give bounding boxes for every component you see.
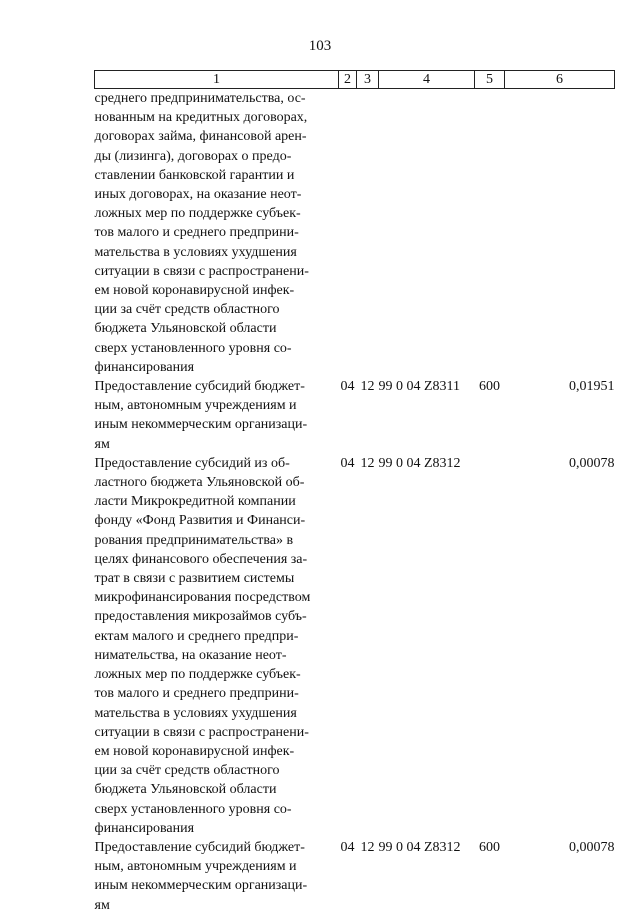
- description-line: ласти Микрокредитной компании: [94, 494, 296, 510]
- target-article-code: [379, 89, 475, 378]
- description-line: ластного бюджета Ульяновской об-: [94, 475, 305, 491]
- amount-value: [505, 89, 615, 378]
- table-row: [95, 89, 615, 378]
- description-line: ции за счёт средств областного: [94, 763, 280, 779]
- amount-value: 0,00078: [569, 839, 615, 855]
- description-line: трат в связи с развитием системы: [94, 571, 295, 587]
- description-line: ситуации в связи с распространени-: [94, 724, 309, 740]
- subsection-code: 12: [360, 455, 375, 471]
- description-line: сверх установленного уровня со-: [94, 801, 292, 817]
- section-code: 04: [340, 839, 355, 855]
- row-description: [95, 454, 339, 838]
- column-header-1: 1: [95, 71, 339, 89]
- description-line: Предоставление субсидий бюджет-: [94, 379, 305, 395]
- table-row: [95, 377, 615, 454]
- description-line: Предоставление субсидий из об-: [94, 455, 290, 471]
- description-line: рования предпринимательства» в: [94, 532, 294, 548]
- description-line: ектам малого и среднего предпри-: [94, 628, 299, 644]
- row-description: [95, 377, 339, 454]
- row-description: [95, 89, 339, 378]
- column-header-2: 2: [339, 71, 357, 89]
- column-header-3: 3: [357, 71, 379, 89]
- target-article-code: 99 0 04 Z8312: [378, 839, 461, 855]
- section-code: [339, 89, 357, 378]
- expense-type-code: [475, 454, 505, 838]
- subsection-code: [357, 89, 379, 378]
- description-line: бюджета Ульяновской области: [94, 321, 277, 337]
- row-description: [95, 838, 339, 915]
- expense-type-code: 600: [479, 379, 500, 395]
- description-line: бюджета Ульяновской области: [94, 782, 277, 798]
- description-line: сверх установленного уровня со-: [94, 340, 292, 356]
- description-line: нимательства, на оказание неот-: [94, 647, 287, 663]
- section-code: 04: [340, 455, 355, 471]
- description-line: тов малого и среднего предприни-: [94, 686, 299, 702]
- column-header-4: 4: [379, 71, 475, 89]
- description-line: мательства в условиях ухудшения: [94, 244, 297, 260]
- column-header-5: 5: [475, 71, 505, 89]
- description-line: фонду «Фонд Развития и Финанси-: [94, 513, 306, 529]
- expense-type-code: 600: [479, 839, 500, 855]
- description-line: иных договорах, на оказание неот-: [94, 187, 302, 203]
- description-line: нованным на кредитных договорах,: [94, 110, 308, 126]
- description-line: ситуации в связи с распространени-: [94, 263, 309, 279]
- description-line: ем новой коронавирусной инфек-: [94, 743, 295, 759]
- target-article-code: 99 0 04 Z8311: [378, 379, 461, 395]
- table-body: [95, 89, 615, 915]
- description-line: ложных мер по поддержке субъек-: [94, 206, 301, 222]
- expense-type-code: [475, 89, 505, 378]
- description-line: Предоставление субсидий бюджет-: [94, 839, 305, 855]
- description-line: предоставления микрозаймов субъ-: [94, 609, 307, 625]
- description-line: ным, автономным учреждениям и: [94, 398, 297, 414]
- description-line: среднего предпринимательства, ос-: [94, 91, 306, 106]
- column-header-6: 6: [505, 71, 615, 89]
- description-line: ложных мер по поддержке субъек-: [94, 667, 301, 683]
- section-code: 04: [340, 379, 355, 395]
- description-line: ды (лизинга), договорах о предо-: [94, 148, 292, 164]
- subsection-code: 12: [360, 839, 375, 855]
- description-line: договорах займа, финансовой арен-: [94, 129, 307, 145]
- target-article-code: 99 0 04 Z8312: [378, 455, 461, 471]
- description-line: иным некоммерческим организаци-: [94, 878, 308, 894]
- description-line: финансирования: [94, 359, 195, 375]
- amount-value: 0,01951: [569, 379, 615, 395]
- page-number: 103: [308, 38, 332, 54]
- amount-value: 0,00078: [569, 455, 615, 471]
- description-line: иным некоммерческим организаци-: [94, 417, 308, 433]
- table-header: [95, 71, 615, 89]
- description-line: ям: [94, 897, 110, 913]
- description-line: финансирования: [94, 820, 195, 836]
- description-line: ным, автономным учреждениям и: [94, 859, 297, 875]
- description-line: мательства в условиях ухудшения: [94, 705, 297, 721]
- description-line: целях финансового обеспечения за-: [94, 551, 308, 567]
- subsection-code: 12: [360, 379, 375, 395]
- description-line: микрофинансирования посредством: [94, 590, 311, 606]
- description-line: ем новой коронавирусной инфек-: [94, 283, 295, 299]
- description-line: ции за счёт средств областного: [94, 302, 280, 318]
- description-line: тов малого и среднего предприни-: [94, 225, 299, 241]
- table-row: [95, 454, 615, 838]
- header-row: [95, 71, 615, 89]
- budget-table: [94, 70, 615, 915]
- description-line: ям: [94, 436, 110, 452]
- table-row: [95, 838, 615, 915]
- description-line: ставлении банковской гарантии и: [94, 167, 295, 183]
